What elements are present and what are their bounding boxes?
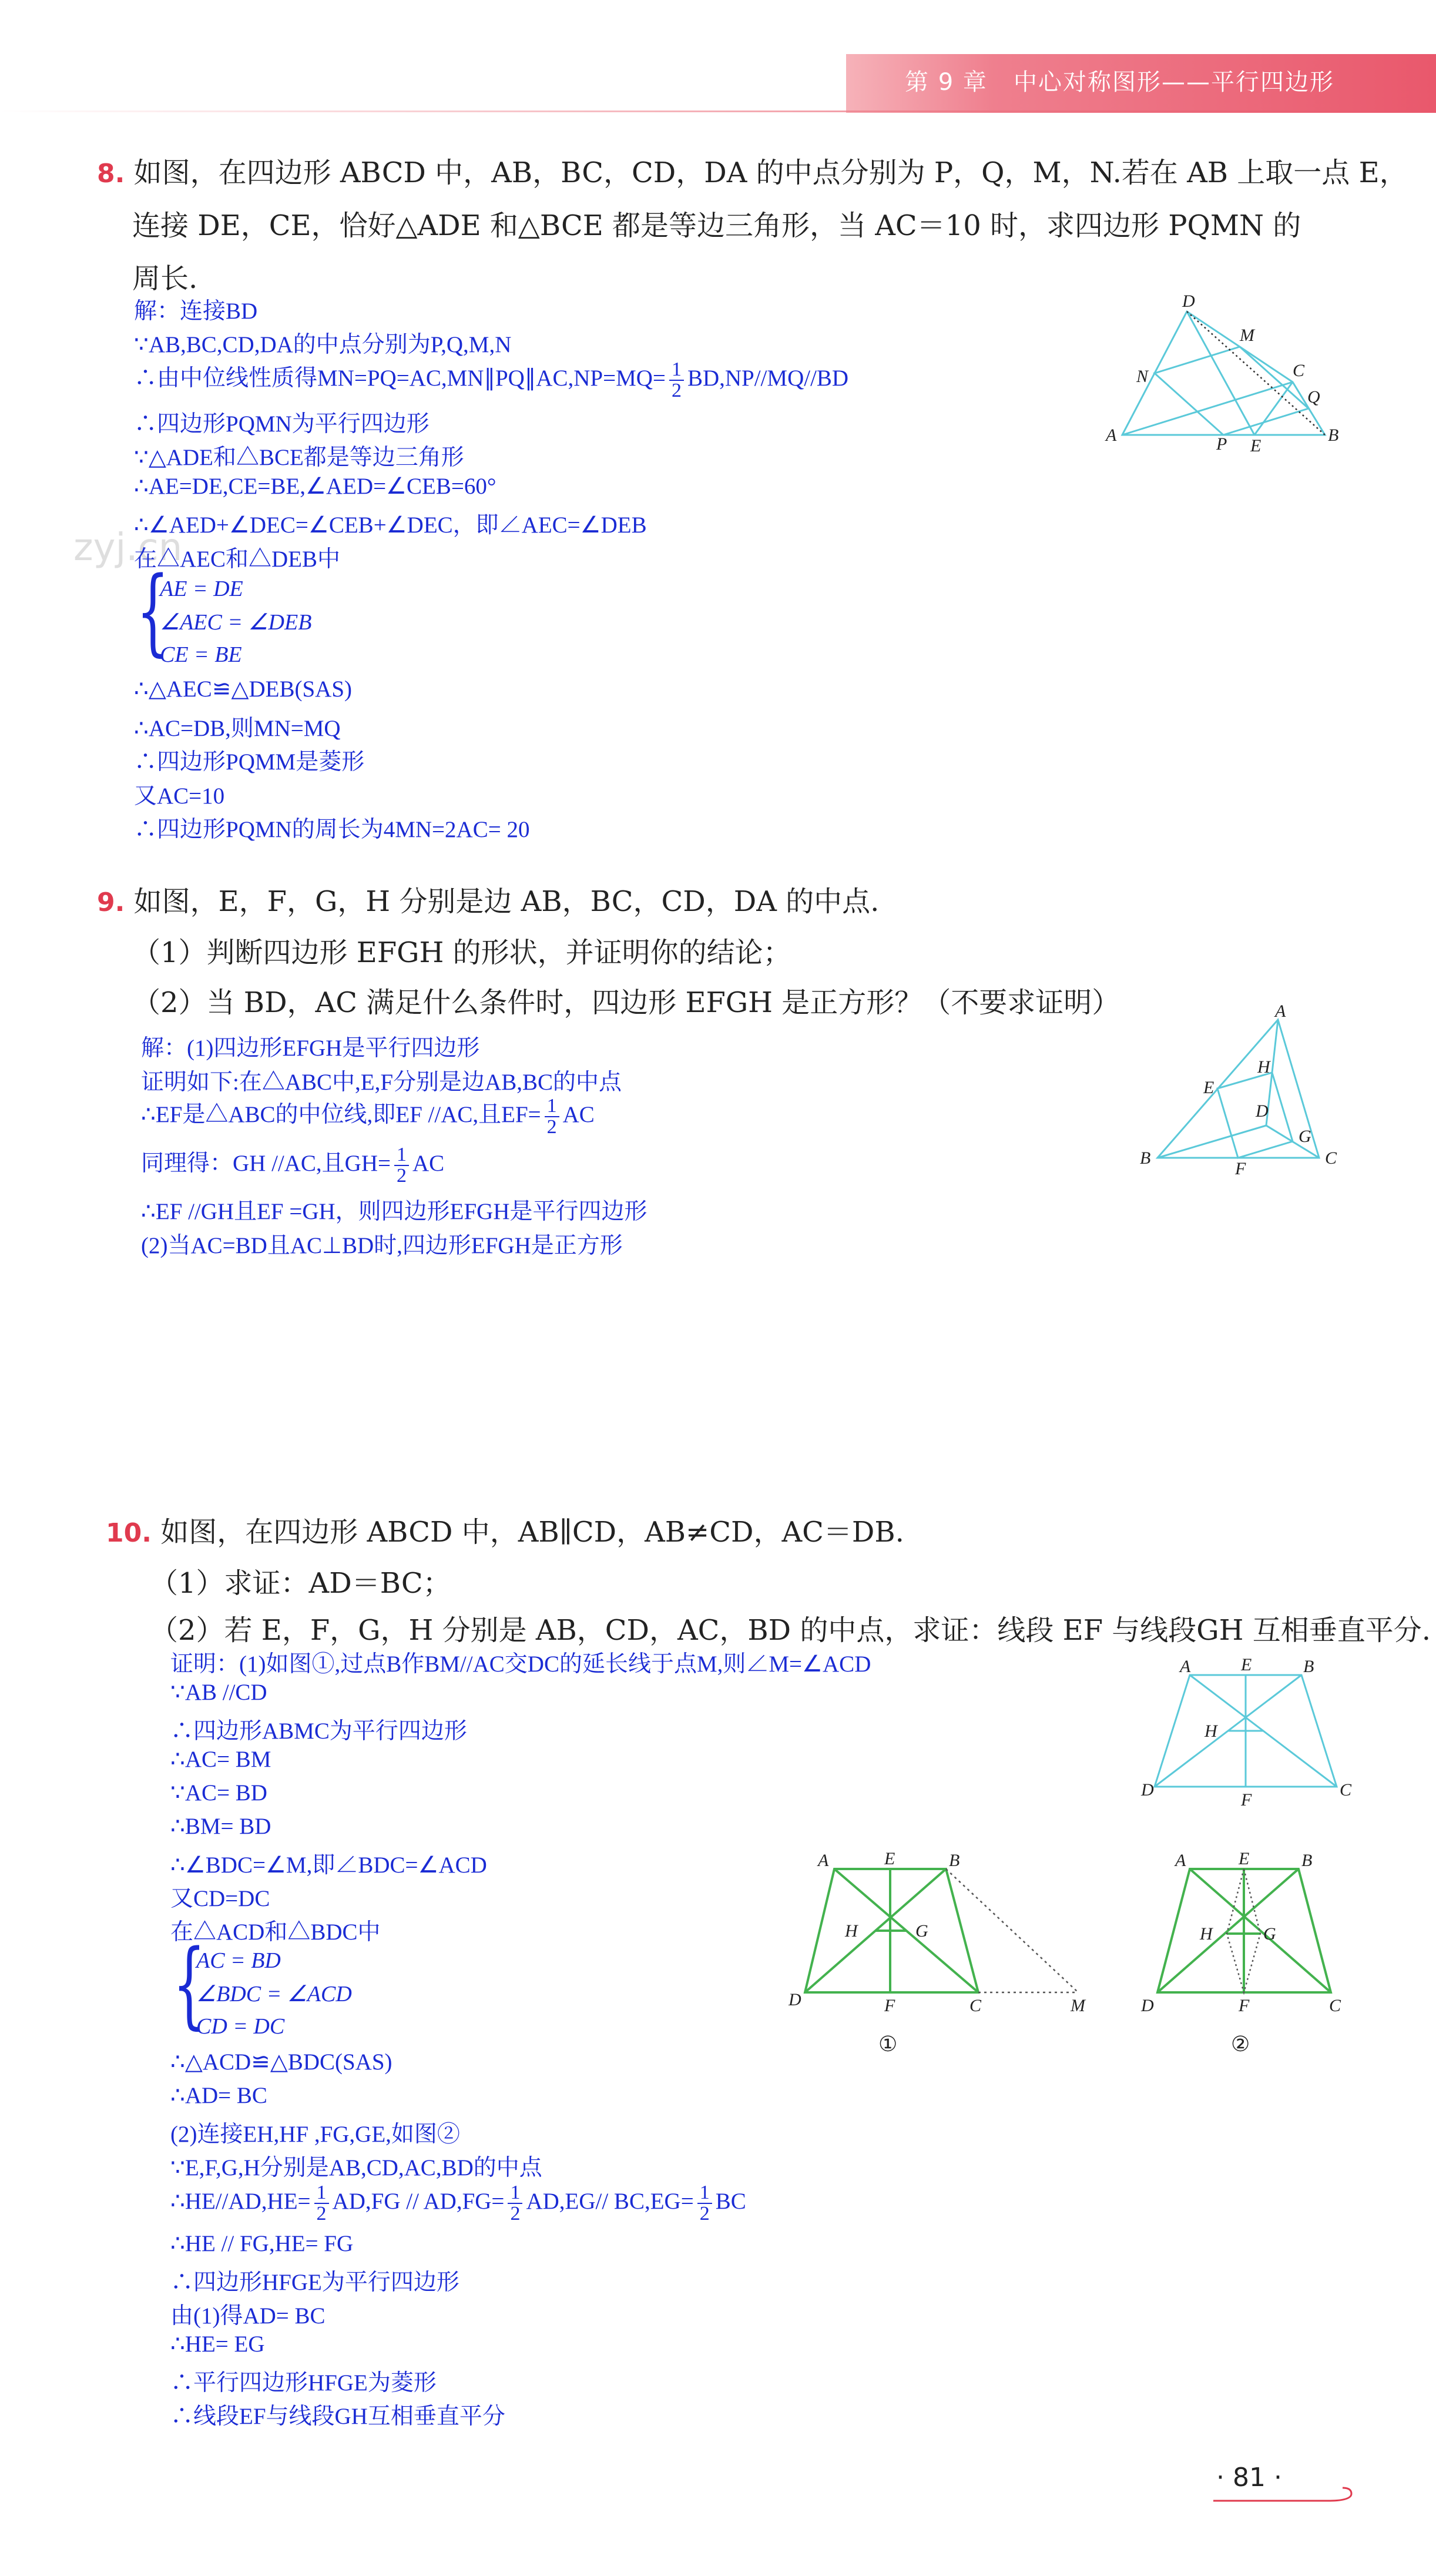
- segment-bm: [946, 1869, 1078, 1992]
- q10-answer-11: ∴AD= BC: [170, 2083, 267, 2108]
- label-c: C: [1340, 1780, 1352, 1800]
- label-b: B: [949, 1851, 960, 1870]
- label-n: N: [1136, 367, 1149, 386]
- label-d: D: [1141, 1780, 1154, 1800]
- label-a: A: [1175, 1851, 1186, 1870]
- watermark: zyj.cn: [73, 526, 183, 570]
- q10-answer-4: ∴AC= BM: [170, 1747, 271, 1772]
- q10-figure-2: [1134, 1851, 1357, 2069]
- q9-answer-3: ∴EF是△ABC的中位线,即EF //AC,且EF= $\frac{1}{2}$ AC: [141, 1095, 595, 1138]
- chapter-title: 中心对称图形——平行四边形: [1014, 69, 1335, 96]
- label-f: F: [884, 1996, 895, 2015]
- q9-answer-2: 证明如下:在△ABC中,E,F分别是边AB,BC的中点: [141, 1070, 622, 1095]
- q9-answer-5: ∴EF //GH且EF =GH，则四边形EFGH是平行四边形: [141, 1199, 647, 1224]
- q8-answer-10: ∴AC=DB,则MN=MQ: [134, 716, 341, 741]
- label-b: B: [1140, 1148, 1151, 1168]
- q9-number: 9.: [97, 887, 125, 917]
- label-a: A: [818, 1851, 829, 1870]
- q10-answer-5: ∵AC= BD: [170, 1780, 267, 1805]
- q10-answer-20: ∴线段EF与线段GH互相垂直平分: [170, 2404, 505, 2429]
- label-c: C: [1293, 361, 1305, 380]
- label-f: F: [1235, 1159, 1246, 1175]
- q10-answer-14: ∴HE//AD,HE= $\frac{1}{2}$ AD,FG // AD,FG= $\frac{1}{2}$ AD,EG// BC,EG= $\frac{1}{2}$ BC: [170, 2182, 746, 2225]
- label-a: A: [1180, 1657, 1191, 1676]
- label-g: G: [1263, 1924, 1276, 1944]
- chapter-header: [905, 63, 1334, 97]
- q8-answer-2: ∵AB,BC,CD,DA的中点分别为P,Q,M,N: [134, 332, 512, 357]
- diagonal-bd: [1157, 1869, 1299, 1992]
- label-h: H: [1257, 1057, 1270, 1077]
- label-d: D: [1141, 1996, 1154, 2015]
- q10-case-3: CD = DC: [196, 2014, 285, 2039]
- q10-figure-1: [781, 1851, 1099, 2069]
- q10-answer-17: 由(1)得AD= BC: [170, 2303, 326, 2329]
- q8-answer-8: 在△AEC和△DEB中: [134, 547, 341, 572]
- label-c: C: [1329, 1996, 1341, 2015]
- label-e: E: [1250, 436, 1261, 455]
- q9-answer-4: 同理得：GH //AC,且GH= $\frac{1}{2}$ AC: [141, 1144, 445, 1187]
- q8-answer-12: 又AC=10: [134, 783, 225, 809]
- label-f: F: [1241, 1790, 1252, 1810]
- q10-answer-1: 证明：(1)如图①,过点B作BM//AC交DC的延长线于点M,则∠M=∠ACD: [170, 1652, 871, 1677]
- label-b: B: [1303, 1657, 1314, 1676]
- label-b: B: [1328, 426, 1339, 445]
- q10-case-2: ∠BDC = ∠ACD: [196, 1982, 352, 2006]
- label-e: E: [1241, 1657, 1252, 1674]
- q10-number: 10.: [106, 1518, 152, 1548]
- label-m: M: [1240, 326, 1254, 345]
- q8-number: 8.: [97, 159, 125, 189]
- label-e: E: [1203, 1078, 1214, 1097]
- q10-answer-13: ∵E,F,G,H分别是AB,CD,AC,BD的中点: [170, 2155, 542, 2180]
- q8-answer-3: ∴由中位线性质得MN=PQ=AC,MN∥PQ∥AC,NP=MQ= $\frac{1}{2}$ BD,NP//MQ//BD: [134, 359, 849, 402]
- q8-case-3: CE = BE: [160, 642, 242, 667]
- fraction: $\frac{1}{2}$: [394, 1145, 409, 1186]
- page-number-underline: [1210, 2483, 1363, 2513]
- q10-answer-9: 在△ACD和△BDC中: [170, 1920, 381, 1945]
- q9-figure: [1134, 999, 1357, 1175]
- quad-efgh: [1217, 1073, 1293, 1158]
- q10-answer-12: (2)连接EH,HF ,FG,GE,如图②: [170, 2122, 460, 2147]
- label-g: G: [915, 1921, 928, 1941]
- chapter-number: 第 9 章: [905, 69, 988, 96]
- q10-answer-15: ∴HE // FG,HE= FG: [170, 2231, 354, 2256]
- q10-line1: 10. 如图，在四边形 ABCD 中，AB∥CD，AB≠CD，AC＝DB.: [106, 1516, 904, 1549]
- label-c: C: [1325, 1148, 1337, 1168]
- label-e: E: [884, 1851, 895, 1868]
- label-c: C: [969, 1996, 982, 2015]
- label-m: M: [1071, 1996, 1085, 2015]
- q10-answer-2: ∵AB //CD: [170, 1680, 267, 1705]
- q9-answer-6: (2)当AC=BD且AC⊥BD时,四边形EFGH是正方形: [141, 1233, 623, 1258]
- q8-answer-7: ∴∠AED+∠DEC=∠CEB+∠DEC，即∠AEC=∠DEB: [134, 512, 647, 538]
- q10-figure-top: [1134, 1657, 1357, 1810]
- q8-figure: [1099, 294, 1346, 464]
- label-d: D: [789, 1990, 801, 2009]
- label-b: B: [1301, 1851, 1313, 1870]
- q10-answer-19: ∴平行四边形HFGE为菱形: [170, 2370, 437, 2396]
- label-a: A: [1275, 1001, 1286, 1021]
- q8-answer-4: ∴四边形PQMN为平行四边形: [134, 411, 430, 437]
- q8-case-1: AE = DE: [160, 577, 243, 601]
- q8-answer-6: ∴AE=DE,CE=BE,∠AED=∠CEB=60°: [134, 474, 496, 499]
- q10-answer-8: 又CD=DC: [170, 1886, 270, 1911]
- q10-answer-10: ∴△ACD≌△BDC(SAS): [170, 2049, 392, 2075]
- q8-answer-11: ∴四边形PQMM是菱形: [134, 749, 365, 775]
- q8-line3: 周长.: [132, 262, 198, 295]
- triangle-abc: [1157, 1020, 1319, 1158]
- q8-line2: 连接 DE，CE，恰好△ADE 和△BCE 都是等边三角形，当 AC＝10 时，求四边形 PQMN 的: [132, 209, 1301, 242]
- q9-line2: （1）判断四边形 EFGH 的形状，并证明你的结论；: [132, 936, 791, 969]
- q10-line2: （1）求证：AD＝BC；: [150, 1567, 451, 1600]
- label-h: H: [845, 1921, 858, 1941]
- label-g: G: [1299, 1127, 1311, 1146]
- label-d: D: [1182, 294, 1195, 311]
- q8-answer-13: ∴四边形PQMN的周长为4MN=2AC= 20: [134, 817, 530, 842]
- q10-answer-6: ∴BM= BD: [170, 1814, 271, 1839]
- q10-answer-18: ∴HE= EG: [170, 2332, 265, 2357]
- q8-line1: 8. 如图，在四边形 ABCD 中，AB，BC，CD，DA 的中点分别为 P，Q，M，N.若在 AB 上取一点 E，: [97, 156, 1408, 189]
- q9-answer-1: 解：(1)四边形EFGH是平行四边形: [141, 1036, 480, 1061]
- q10-case-1: AC = BD: [196, 1948, 281, 1973]
- fraction: $\frac{1}{2}$: [508, 2183, 522, 2224]
- label-h: H: [1200, 1924, 1213, 1944]
- label-h: H: [1205, 1721, 1217, 1741]
- q9-line3: （2）当 BD，AC 满足什么条件时，四边形 EFGH 是正方形？（不要求证明）: [132, 986, 1120, 1019]
- label-e: E: [1239, 1851, 1250, 1868]
- segment-bd: [1157, 1125, 1266, 1158]
- label-a: A: [1106, 426, 1117, 445]
- brace: {: [173, 1929, 206, 2039]
- page-number: · 81 ·: [1216, 2463, 1282, 2493]
- q10-answer-3: ∴四边形ABMC为平行四边形: [170, 1719, 467, 1744]
- label-d: D: [1256, 1101, 1269, 1121]
- q10-answer-7: ∴∠BDC=∠M,即∠BDC=∠ACD: [170, 1853, 487, 1878]
- fraction: $\frac{1}{2}$: [545, 1096, 559, 1137]
- label-f: F: [1239, 1996, 1250, 2015]
- figure-caption-1: ①: [878, 2032, 898, 2056]
- q8-answer-5: ∵△ADE和△BCE都是等边三角形: [134, 445, 464, 470]
- figure-caption-2: ②: [1231, 2032, 1250, 2056]
- fraction: $\frac{1}{2}$: [669, 360, 684, 401]
- q8-answer-9: ∴△AEC≌△DEB(SAS): [134, 676, 352, 702]
- label-p: P: [1216, 434, 1227, 454]
- q10-answer-16: ∴四边形HFGE为平行四边形: [170, 2270, 459, 2295]
- q8-answer-1: 解：连接BD: [134, 299, 258, 324]
- brace: {: [136, 556, 169, 666]
- segment-ac: [1122, 382, 1293, 435]
- q10-line3: （2）若 E，F，G，H 分别是 AB，CD，AC，BD 的中点，求证：线段 EF 与线段GH 互相垂直平分.: [150, 1614, 1431, 1647]
- q9-line1: 9. 如图，E，F，G，H 分别是边 AB，BC，CD，DA 的中点.: [97, 885, 880, 918]
- header-divider: [0, 110, 1436, 112]
- fraction: $\frac{1}{2}$: [697, 2183, 712, 2224]
- q8-case-2: ∠AEC = ∠DEB: [160, 610, 312, 635]
- fraction: $\frac{1}{2}$: [314, 2183, 329, 2224]
- label-q: Q: [1307, 387, 1320, 407]
